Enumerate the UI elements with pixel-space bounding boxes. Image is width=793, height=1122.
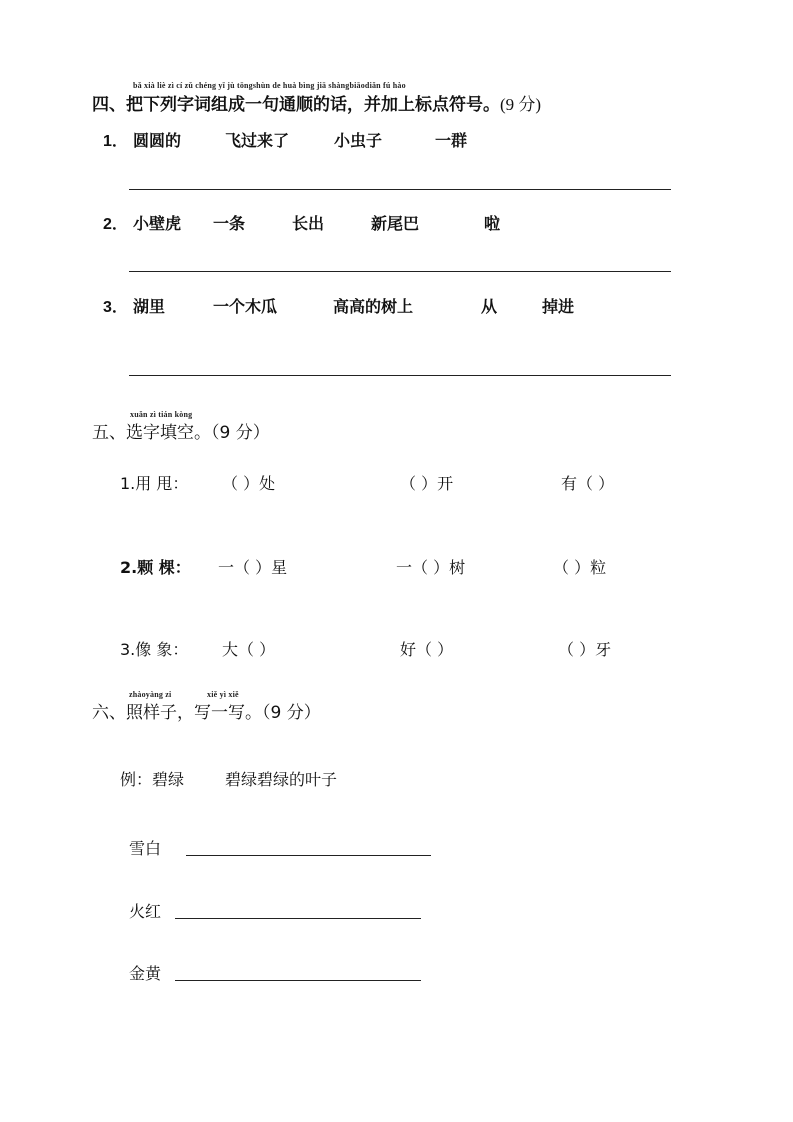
s5-row-2-label: 2.颗 棵： xyxy=(120,558,191,577)
answer-line[interactable] xyxy=(129,189,671,190)
s5-row-3-blank[interactable]: 好（ ） xyxy=(400,640,454,659)
s4-item-3-word: 高高的树上 xyxy=(333,297,414,316)
s4-item-3-word: 一个木瓜 xyxy=(213,297,278,316)
answer-line[interactable] xyxy=(175,918,421,919)
s4-item-2-word: 新尾巴 xyxy=(371,214,420,233)
s4-item-1-word: 飞过来了 xyxy=(225,131,290,150)
section4-heading xyxy=(92,90,541,115)
s5-row-1-blank[interactable]: 有（ ） xyxy=(561,474,615,493)
answer-line[interactable] xyxy=(186,855,431,856)
s4-item-1-word: 一群 xyxy=(435,131,468,150)
section5-pinyin: xuǎn zì tián kòng xyxy=(130,410,193,419)
s5-row-2-blank[interactable]: 一（ ）星 xyxy=(218,558,288,577)
section6-title: 六、照样子，写一写。（9 分） xyxy=(92,703,321,723)
section5-title: 五、选字填空。（9 分） xyxy=(92,423,270,443)
s4-item-3-word: 从 xyxy=(481,297,498,316)
s4-item-2: 2． xyxy=(103,216,128,233)
answer-line[interactable] xyxy=(129,375,671,376)
section6-pinyin-b: xiě yì xiě xyxy=(207,690,239,699)
s5-row-3-label: 3.像 象： xyxy=(120,640,189,659)
s4-item-1-word: 小虫子 xyxy=(334,131,383,150)
s4-item-2-word: 小壁虎 xyxy=(133,214,182,233)
section4-score: (9 分) xyxy=(500,95,542,114)
s4-item-2-word: 啦 xyxy=(484,214,501,233)
s4-item-3-word: 掉进 xyxy=(542,297,575,316)
section6-pinyin-a: zhàoyàng zi xyxy=(129,690,172,699)
section4-title: 四、把下列字词组成一句通顺的话，并加上标点符号。 xyxy=(92,95,500,115)
s5-row-3-blank[interactable]: （ ）牙 xyxy=(558,640,612,659)
s5-row-1-blank[interactable]: （ ）开 xyxy=(400,474,454,493)
s6-item-2: 火红 xyxy=(129,902,162,921)
s5-row-1-label: 1.用 甩： xyxy=(120,474,189,493)
s6-example-label: 例：碧绿 xyxy=(120,770,185,789)
s6-example-answer: 碧绿碧绿的叶子 xyxy=(225,770,338,789)
s5-row-2-blank[interactable]: 一（ ）树 xyxy=(396,558,466,577)
s5-row-1-blank[interactable]: （ ）处 xyxy=(222,474,276,493)
answer-line[interactable] xyxy=(129,271,671,272)
answer-line[interactable] xyxy=(175,980,421,981)
s6-item-3: 金黄 xyxy=(129,964,162,983)
section4-pinyin: bǎ xià liè zì cí zǔ chéng yī jù tōngshùn de huà bìng jiā shàngbiāodiǎn fú hào xyxy=(133,81,406,90)
s4-item-3-word: 湖里 xyxy=(133,297,166,316)
s4-item-2-word: 一条 xyxy=(213,214,246,233)
s6-item-1: 雪白 xyxy=(129,839,162,858)
s4-item-1-word: 圆圆的 xyxy=(133,131,182,150)
s4-item-3: 3． xyxy=(103,299,128,316)
s5-row-2-blank[interactable]: （ ）粒 xyxy=(553,558,607,577)
s4-item-2-word: 长出 xyxy=(292,214,325,233)
s4-item-1: 1． xyxy=(103,133,128,150)
s5-row-3-blank[interactable]: 大（ ） xyxy=(222,640,276,659)
